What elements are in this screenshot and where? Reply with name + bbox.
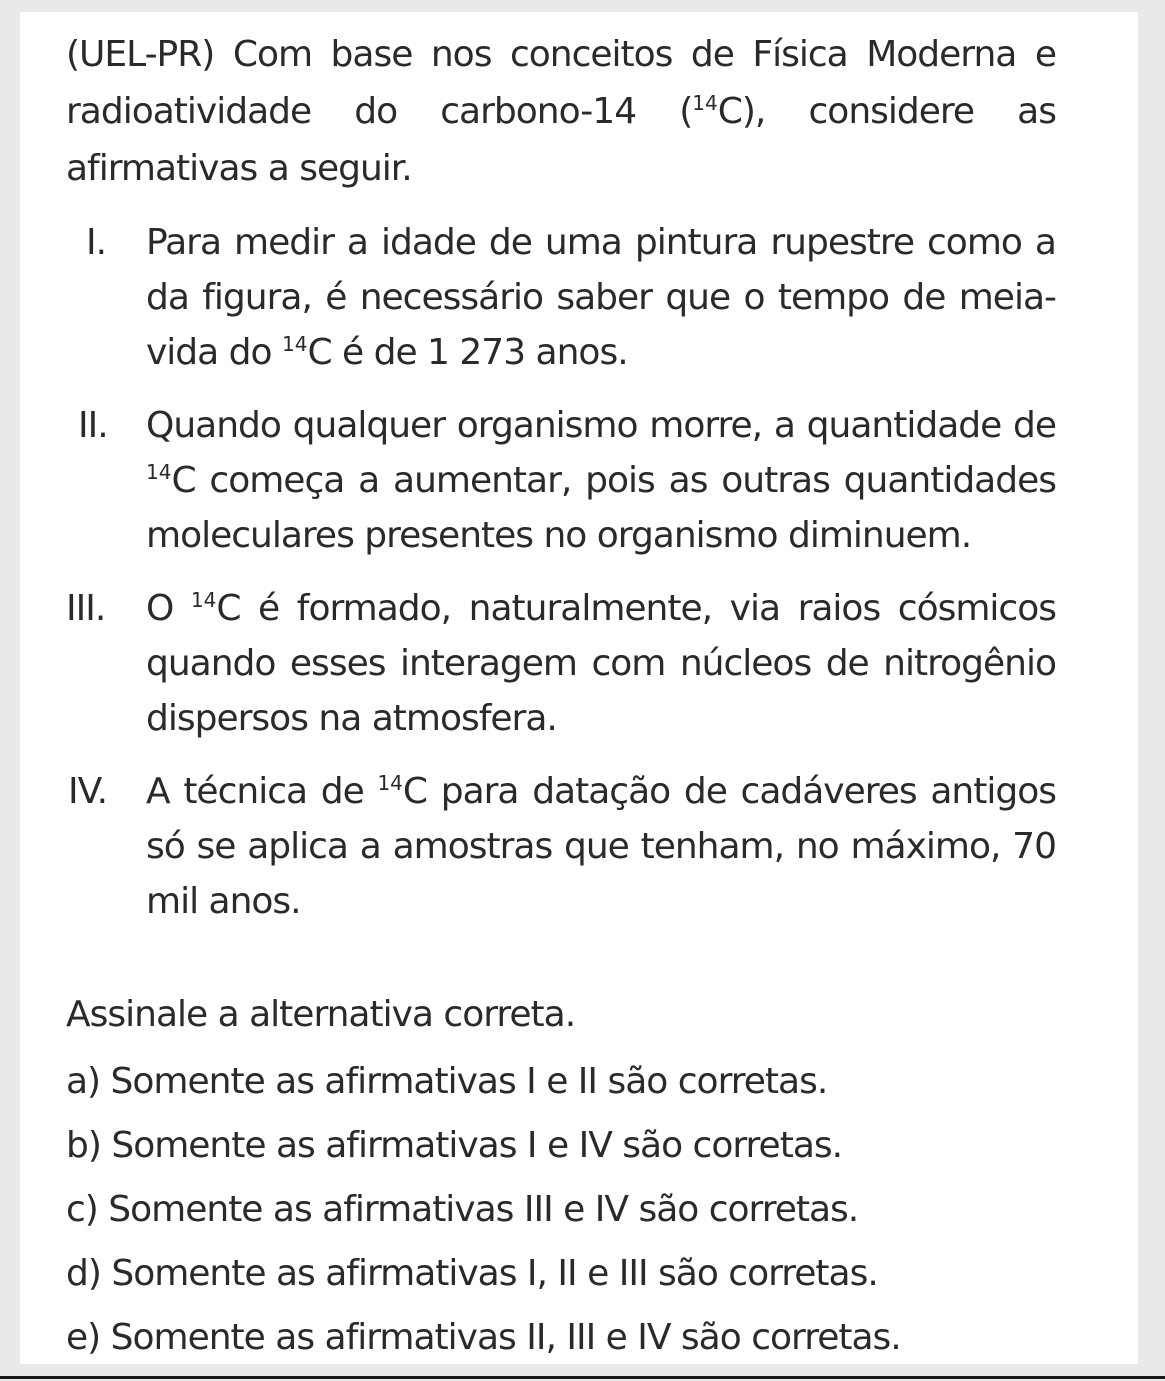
statement-numeral: IV. [68,771,108,812]
option-a[interactable]: a) Somente as afirmativas I e II são corretas. [66,1061,828,1102]
statement-numeral: III. [66,588,106,629]
option-c[interactable]: c) Somente as afirmativas III e IV são corretas. [66,1189,859,1230]
statement-4 [66,764,1056,929]
isotope-mass-number: 14 [190,588,217,612]
intro-text-start: (UEL-PR) Com base nos conceitos de Física Moderna e radioatividade do carbono-14 ( [66,34,1056,132]
statement-text-start: Para medir a idade de uma pintura rupestre como a da figura, é necessário saber que o tempo de meia-vida do [146,222,1056,373]
isotope-mass-number: 14 [692,91,718,115]
statement-text [146,215,1056,380]
option-e[interactable]: e) Somente as afirmativas II, III e IV são corretas. [66,1317,901,1358]
statement-text-start: Quando qualquer organismo morre, a quantidade de [146,405,1056,446]
statement-text [146,764,1056,929]
question-instruction: Assinale a alternativa correta. [66,994,576,1035]
statement-3 [66,581,1056,746]
statement-text-start: O [146,588,191,629]
statement-text [146,581,1056,746]
intro-text-end: C), considere as afirmativas a seguir. [66,91,1056,189]
option-d[interactable]: d) Somente as afirmativas I, II e III são corretas. [66,1253,878,1294]
question-page [20,12,1138,1364]
bottom-divider [0,1376,1165,1379]
statement-numeral: I. [86,222,107,263]
statement-text-end: C é de 1 273 anos. [307,332,628,373]
isotope-mass-number: 14 [377,771,403,795]
statement-text [146,398,1056,563]
statement-text-end: C é formado, naturalmente, via raios cósmicos quando esses interagem com núcleos de nitrogênio dispersos na atmosfera. [146,588,1057,739]
statement-text-end: C para datação de cadáveres antigos só se aplica a amostras que tenham, no máximo, 70 mil anos. [146,771,1056,922]
isotope-mass-number: 14 [281,332,308,356]
statement-2 [66,398,1056,563]
statement-text-end: C começa a aumentar, pois as outras quantidades moleculares presentes no organismo diminuem. [146,460,1056,556]
question-intro [66,26,1056,197]
statement-numeral: II. [78,405,108,446]
isotope-mass-number: 14 [146,460,172,484]
statement-1 [66,215,1056,380]
option-b[interactable]: b) Somente as afirmativas I e IV são corretas. [66,1125,843,1166]
question-content [66,26,1056,1370]
answer-options [66,1050,1056,1370]
statement-text-start: A técnica de [146,771,378,812]
